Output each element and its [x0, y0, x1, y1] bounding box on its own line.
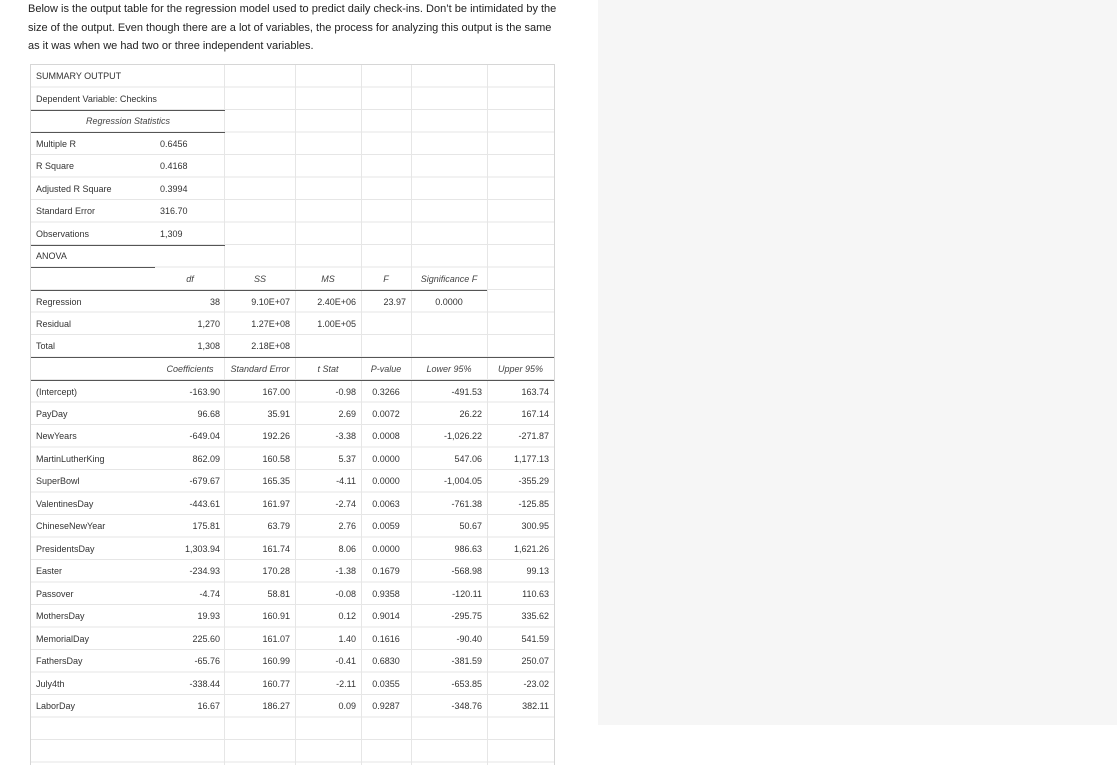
t-stat-value: -4.11: [336, 476, 356, 487]
coefficient-row: [31, 448, 554, 471]
t-stat-value: -0.41: [335, 656, 356, 667]
stat-row: [31, 155, 554, 178]
t-stat-value: -0.08: [335, 588, 356, 599]
stat-value: 316.70: [160, 206, 188, 217]
anova-ms: 1.00E+05: [317, 318, 356, 329]
upper-95-value: -23.02: [523, 678, 549, 689]
upper-95-value: 110.63: [522, 588, 549, 599]
coef-value: -65.76: [194, 656, 220, 667]
t-stat-value: 0.09: [338, 701, 356, 712]
coefficient-row: [31, 583, 554, 606]
coefficient-row: [31, 695, 554, 718]
p-value: 0.3266: [372, 386, 400, 397]
standard-error-value: 160.99: [262, 656, 290, 667]
summary-title-row: [31, 65, 554, 88]
coefficient-row: [31, 403, 554, 426]
coef-value: 225.60: [192, 633, 220, 644]
coef-header-standard-error: Standard Error: [225, 358, 295, 381]
upper-95-value: 163.74: [521, 386, 549, 397]
t-stat-value: 5.37: [338, 453, 356, 464]
coefficient-label: MothersDay: [36, 611, 85, 622]
coef-value: -443.61: [189, 498, 220, 509]
anova-significance-f: [411, 335, 487, 358]
upper-95-value: 541.59: [521, 633, 549, 644]
anova-row: [31, 335, 554, 358]
stat-label: Standard Error: [36, 206, 96, 217]
coefficient-row: [31, 628, 554, 651]
standard-error-value: 35.91: [267, 408, 290, 419]
anova-ss: 1.27E+08: [251, 318, 290, 329]
lower-95-value: 547.06: [454, 453, 482, 464]
coefficient-row: [31, 425, 554, 448]
t-stat-value: -2.74: [335, 498, 356, 509]
coef-header-t-stat: t Stat: [295, 358, 361, 381]
upper-95-value: 99.13: [526, 566, 549, 577]
standard-error-value: 161.07: [262, 633, 290, 644]
lower-95-value: 26.22: [459, 408, 482, 419]
anova-row: [31, 313, 554, 336]
t-stat-value: -1.38: [335, 566, 356, 577]
coefficient-row: [31, 605, 554, 628]
coefficient-row: [31, 560, 554, 583]
stat-row: [31, 133, 554, 156]
upper-95-value: 1,621.26: [513, 543, 549, 554]
anova-header-significance-f: Significance F: [411, 268, 487, 291]
p-value: 0.1616: [372, 633, 400, 644]
anova-title-row: [31, 245, 554, 268]
t-stat-value: -3.38: [335, 431, 356, 442]
coef-value: -649.04: [189, 431, 220, 442]
t-stat-value: 1.40: [338, 633, 356, 644]
anova-ms: [295, 335, 361, 358]
anova-significance-f: 0.0000: [435, 296, 463, 307]
coefficient-label: Easter: [36, 566, 63, 577]
coef-value: -679.67: [189, 476, 220, 487]
coef-value: -234.93: [189, 566, 220, 577]
upper-95-value: 335.62: [521, 611, 549, 622]
coef-value: 96.68: [197, 408, 220, 419]
upper-95-value: 382.11: [522, 701, 549, 712]
stat-value: 1,309: [155, 223, 225, 246]
p-value: 0.0000: [372, 543, 400, 554]
standard-error-value: 58.81: [267, 588, 290, 599]
p-value: 0.0000: [372, 476, 400, 487]
standard-error-value: 165.35: [262, 476, 290, 487]
p-value: 0.6830: [372, 656, 400, 667]
coefficient-label: SuperBowl: [36, 476, 80, 487]
anova-row-label: Regression: [36, 296, 82, 307]
anova-f: 23.97: [383, 296, 406, 307]
coefficient-label: NewYears: [36, 431, 77, 442]
regression-statistics-header: Regression Statistics: [31, 110, 225, 133]
standard-error-value: 167.00: [262, 386, 290, 397]
stat-value: 0.3994: [160, 183, 188, 194]
coef-value: 16.67: [197, 701, 220, 712]
stat-label: Adjusted R Square: [36, 183, 112, 194]
coefficient-label: PresidentsDay: [36, 543, 95, 554]
anova-row-label: Residual: [36, 318, 72, 329]
anova-significance-f: [411, 313, 487, 336]
anova-header-df: df: [155, 268, 225, 291]
coefficient-row: [31, 380, 554, 403]
stat-label: R Square: [36, 161, 75, 172]
lower-95-value: -1,026.22: [443, 431, 482, 442]
anova-df: 1,308: [155, 335, 225, 358]
coefficient-label: Passover: [36, 588, 74, 599]
coefficient-label: July4th: [36, 678, 65, 689]
coefficient-label: ValentinesDay: [36, 498, 94, 509]
p-value: 0.0063: [372, 498, 400, 509]
stat-row: [31, 223, 554, 246]
t-stat-value: -2.11: [336, 678, 356, 689]
t-stat-value: -0.98: [335, 386, 356, 397]
p-value: 0.9287: [372, 701, 400, 712]
p-value: 0.0072: [372, 408, 400, 419]
lower-95-value: 50.67: [459, 521, 482, 532]
coefficient-row: [31, 515, 554, 538]
coef-value: 175.81: [192, 521, 220, 532]
anova-f: [361, 313, 411, 336]
lower-95-value: -295.75: [451, 611, 482, 622]
anova-df: 38: [209, 296, 220, 307]
p-value: 0.9358: [372, 588, 400, 599]
intro-paragraph: Below is the output table for the regression model used to predict daily check-ins. Don’t be intimidated by the size of the output. Even though there are a lot of variables, the process for analyzing this output is the same as it was when we had two or three independent variables.: [28, 3, 557, 52]
standard-error-value: 161.74: [262, 543, 290, 554]
anova-header-f: F: [361, 268, 411, 291]
standard-error-value: 160.58: [262, 453, 290, 464]
anova-row-label: Total: [31, 335, 155, 358]
p-value: 0.0355: [372, 678, 400, 689]
p-value: 0.9014: [372, 611, 400, 622]
coefficient-row: [31, 673, 554, 696]
anova-header-ms: MS: [295, 268, 361, 291]
p-value: 0.0000: [372, 453, 400, 464]
upper-95-value: 300.95: [521, 521, 549, 532]
upper-95-value: -271.87: [518, 431, 549, 442]
anova-title: ANOVA: [31, 245, 155, 268]
upper-95-value: 250.07: [521, 656, 549, 667]
coef-header-coefficients: Coefficients: [155, 358, 225, 381]
dependent-variable: Dependent Variable: Checkins: [31, 88, 225, 111]
coef-value: 862.09: [192, 453, 220, 464]
anova-f: [361, 335, 411, 358]
coef-header-upper-95: Upper 95%: [487, 358, 554, 381]
standard-error-value: 192.26: [262, 431, 290, 442]
t-stat-value: 2.69: [338, 408, 356, 419]
coefficient-label: FathersDay: [36, 656, 83, 667]
stat-label: Multiple R: [36, 139, 77, 149]
anova-df: 1,270: [197, 318, 220, 329]
upper-95-value: -355.29: [518, 476, 549, 487]
coefficient-row: [31, 470, 554, 493]
coef-header-lower-95: Lower 95%: [411, 358, 487, 381]
lower-95-value: 986.63: [454, 543, 482, 554]
anova-header-row: [31, 268, 554, 291]
standard-error-value: 160.91: [262, 611, 290, 622]
lower-95-value: -381.59: [451, 656, 482, 667]
standard-error-value: 170.28: [262, 566, 290, 577]
coef-header-p-value: P-value: [361, 358, 411, 381]
coefficient-label: PayDay: [36, 408, 68, 419]
lower-95-value: -120.11: [452, 588, 482, 599]
dependent-variable-row: [31, 88, 554, 111]
standard-error-value: 161.97: [262, 498, 290, 509]
anova-ss: 9.10E+07: [251, 296, 290, 307]
standard-error-value: 63.79: [267, 521, 290, 532]
coefficient-row: [31, 538, 554, 561]
stat-label: Observations: [31, 223, 155, 246]
coefficient-label: MemorialDay: [36, 633, 90, 644]
coefficient-label: ChineseNewYear: [36, 521, 106, 532]
coef-value: 1,303.94: [184, 543, 220, 554]
stat-value: 0.4168: [160, 161, 188, 172]
p-value: 0.1679: [372, 566, 400, 577]
lower-95-value: -348.76: [451, 701, 482, 712]
regression-statistics-header-row: [31, 110, 554, 133]
coefficients-header-row: [31, 358, 554, 381]
coefficient-row: [31, 650, 554, 673]
summary-output-grid: [31, 65, 554, 718]
upper-95-value: 167.14: [521, 408, 549, 419]
coefficient-row: [31, 493, 554, 516]
standard-error-value: 186.27: [262, 701, 290, 712]
lower-95-value: -653.85: [451, 678, 482, 689]
coef-value: 19.93: [197, 611, 220, 622]
stat-value: 0.6456: [160, 139, 188, 149]
regression-output-table: [30, 64, 555, 765]
lower-95-value: -491.53: [451, 386, 482, 397]
lower-95-value: -1,004.05: [443, 476, 482, 487]
page-margin-background: [598, 0, 1117, 725]
coef-value: -4.74: [199, 588, 220, 599]
coefficient-label: (Intercept): [36, 386, 78, 397]
stat-row: [31, 178, 554, 201]
t-stat-value: 2.76: [338, 521, 356, 532]
coefficient-label: MartinLutherKing: [36, 453, 105, 464]
anova-header-ss: SS: [225, 268, 295, 291]
upper-95-value: -125.85: [518, 498, 549, 509]
p-value: 0.0059: [372, 521, 400, 532]
p-value: 0.0008: [372, 431, 400, 442]
upper-95-value: 1,177.13: [513, 453, 549, 464]
standard-error-value: 160.77: [262, 678, 290, 689]
lower-95-value: -568.98: [451, 566, 482, 577]
coefficient-label: LaborDay: [36, 701, 76, 712]
coef-value: -338.44: [189, 678, 220, 689]
t-stat-value: 0.12: [338, 611, 356, 622]
lower-95-value: -761.38: [451, 498, 482, 509]
anova-ms: 2.40E+06: [317, 296, 356, 307]
lower-95-value: -90.40: [456, 633, 482, 644]
t-stat-value: 8.06: [338, 543, 356, 554]
stat-row: [31, 200, 554, 223]
coefficients-body: [31, 380, 554, 718]
anova-ss: 2.18E+08: [225, 335, 295, 358]
coef-value: -163.90: [189, 386, 220, 397]
anova-row: [31, 290, 554, 313]
summary-title: SUMMARY OUTPUT: [36, 71, 122, 82]
